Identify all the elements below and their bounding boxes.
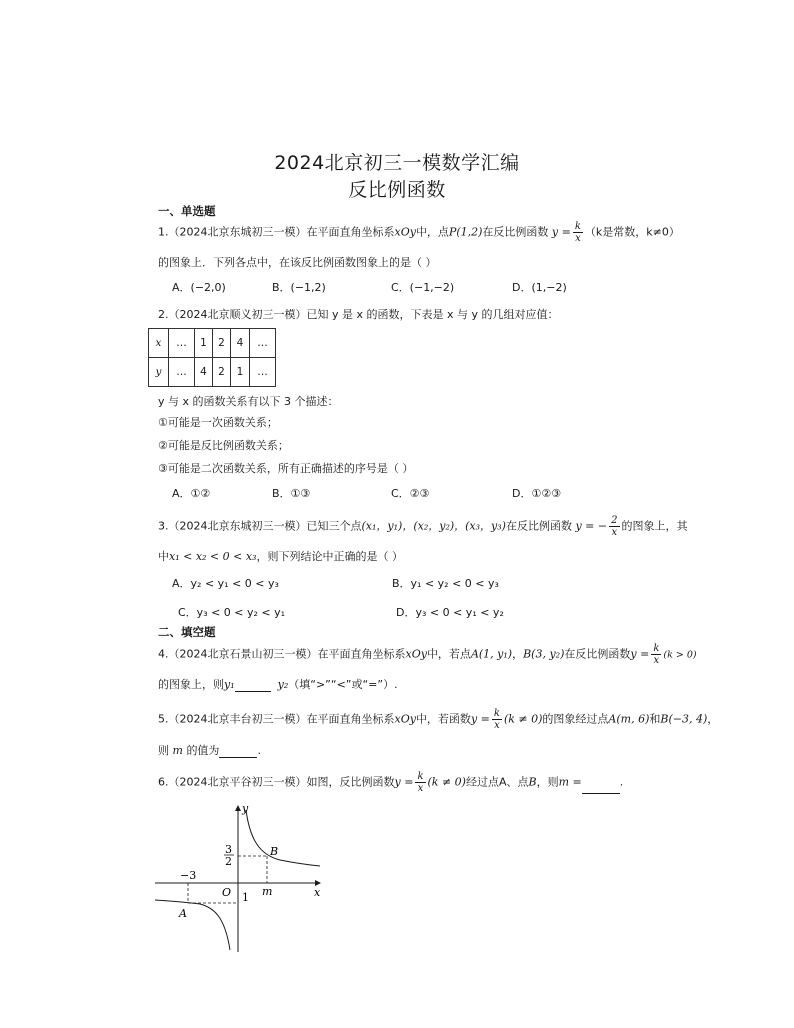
q4-mid2: 在反比例函数 xyxy=(564,647,631,661)
q6-condition: (k ≠ 0) xyxy=(427,775,466,789)
q5-line2-pre: 则 xyxy=(158,744,169,757)
q2-item-2: ②可能是反比例函数关系； xyxy=(158,439,289,452)
q4-prefix: 4.（2024北京石景山初三一模）在平面直角坐标系 xyxy=(158,647,406,661)
q6-frac-num: k xyxy=(417,771,424,782)
q1-option-b: B．(−1,2) xyxy=(272,281,326,294)
table-cell: y xyxy=(149,358,169,387)
q4-condition: (k > 0) xyxy=(663,649,697,661)
q5-frac-den: x xyxy=(494,720,500,731)
q4-frac-num: k xyxy=(653,643,660,654)
q6-m-eq: m = xyxy=(558,775,582,789)
q3-fraction xyxy=(609,515,619,538)
table-cell: … xyxy=(169,329,195,358)
table-cell: … xyxy=(169,358,195,387)
q5-xoy: xOy xyxy=(394,712,416,726)
q1-frac-num: k xyxy=(574,221,581,232)
q2-option-d: D．①②③ xyxy=(512,487,562,500)
document-title: 2024北京初三一模数学汇编 xyxy=(274,152,520,174)
q4-y1: y₁ xyxy=(224,678,235,691)
q1-mid1: 中，点 xyxy=(415,225,449,239)
q1-fraction xyxy=(573,221,583,244)
q5-point-a: A(m, 6) xyxy=(608,712,650,726)
q2-option-c: C．②③ xyxy=(391,487,430,500)
q3-mid: 在反比例函数 xyxy=(505,519,572,533)
question-4-line-1 xyxy=(158,643,697,666)
q3-option-c: C．y₃ < 0 < y₂ < y₁ xyxy=(178,606,286,619)
q5-frac-num: k xyxy=(493,708,500,719)
label-frac-den: 2 xyxy=(225,855,232,868)
q6-period: . xyxy=(619,775,624,789)
q1-mid2: 在反比例函数 xyxy=(482,225,549,239)
q1-point-p: P(1,2) xyxy=(448,225,483,239)
q4-sep: ， xyxy=(512,647,524,661)
table-row xyxy=(149,329,276,358)
table-cell: 4 xyxy=(231,329,250,358)
q6-frac-den: x xyxy=(417,783,424,794)
q2-item-3: ③可能是二次函数关系，所有正确描述的序号是（ ） xyxy=(158,462,414,475)
q5-mid1: 中，若函数 xyxy=(415,712,471,726)
q3-option-d: D．y₃ < 0 < y₁ < y₂ xyxy=(396,606,504,619)
table-cell: 1 xyxy=(231,358,250,387)
q1-eq-y: y = xyxy=(551,225,571,239)
q5-line2-post: 的值为 xyxy=(186,744,220,757)
q5-condition: (k ≠ 0) xyxy=(503,712,543,726)
label-frac-num: 3 xyxy=(225,843,232,856)
q3-option-a: A．y₂ < y₁ < 0 < y₃ xyxy=(172,577,279,590)
section-heading-single-choice: 一、单选题 xyxy=(158,204,216,218)
q6-fraction xyxy=(415,771,425,794)
question-4-line-2 xyxy=(158,676,398,692)
section-heading-fill-in: 二、填空题 xyxy=(158,625,216,639)
q4-line2-post: （填“>”“<”或“=”）. xyxy=(288,678,398,691)
q2-option-b: B．①③ xyxy=(272,487,311,500)
label-y: y xyxy=(242,802,249,815)
label-x: x xyxy=(314,886,321,899)
q5-mid2: 的图象经过点 xyxy=(542,712,609,726)
hyperbola-branch-first-quadrant xyxy=(246,810,320,866)
label-point-a: A xyxy=(179,907,187,920)
q5-period: . xyxy=(257,744,261,757)
question-3-line-2 xyxy=(158,548,403,564)
q3-line2-post: ，则下列结论中正确的是（ ） xyxy=(256,550,403,563)
q3-condition: x₁ < x₂ < 0 < x₃ xyxy=(169,550,257,563)
q4-line2-pre: 的图象上，则 xyxy=(158,678,224,691)
q1-condition: （k是常数，k≠0） xyxy=(584,225,680,239)
q3-option-b: B．y₁ < y₂ < 0 < y₃ xyxy=(392,577,499,590)
q5-point-b: B(−3, 4) xyxy=(660,712,708,726)
q2-item-1: ①可能是一次函数关系； xyxy=(158,416,278,429)
q2-description: y 与 x 的函数关系有以下 3 个描述： xyxy=(158,395,339,408)
label-neg3: −3 xyxy=(180,869,197,882)
q4-xoy: xOy xyxy=(405,647,427,661)
q2-value-table xyxy=(148,328,276,387)
q3-points: (x₁，y₁)，(x₂，y₂)，(x₃，y₃) xyxy=(361,519,506,533)
label-one: 1 xyxy=(242,891,249,904)
q4-mid1: 中，若点 xyxy=(426,647,471,661)
question-5-line-1 xyxy=(158,708,718,731)
q6-prefix: 6.（2024北京平谷初三一模）如图，反比例函数 xyxy=(158,775,395,789)
table-cell: 2 xyxy=(213,329,231,358)
q3-frac-den: x xyxy=(611,527,618,538)
question-3-line-1 xyxy=(158,515,688,538)
hyperbola-branch-third-quadrant xyxy=(155,900,230,950)
q1-prefix: 1.（2024北京东城初三一模）在平面直角坐标系 xyxy=(158,225,395,239)
q1-option-d: D．(1,−2) xyxy=(512,281,567,294)
q4-frac-den: x xyxy=(653,655,660,666)
table-cell: … xyxy=(250,329,276,358)
q6-mid2: ，则 xyxy=(536,775,559,789)
q3-suffix: 的图象上，其 xyxy=(621,519,688,533)
q1-xoy: xOy xyxy=(394,225,416,239)
table-row xyxy=(149,358,276,387)
table-cell: x xyxy=(149,329,169,358)
q5-end: ， xyxy=(707,712,719,726)
q3-frac-num: 2 xyxy=(611,515,618,526)
question-1-line-1 xyxy=(158,221,680,244)
q5-m: m xyxy=(172,744,183,757)
table-cell: 1 xyxy=(195,329,213,358)
label-origin: O xyxy=(222,886,232,899)
question-5-line-2 xyxy=(158,742,261,758)
q4-y2: y₂ xyxy=(277,678,289,691)
q3-prefix: 3.（2024北京东城初三一模）已知三个点 xyxy=(158,519,362,533)
q1-option-c: C．(−1,−2) xyxy=(391,281,455,294)
label-point-b: B xyxy=(270,845,279,858)
table-cell: 2 xyxy=(213,358,231,387)
q6-mid: 经过点A、点 xyxy=(465,775,529,789)
q6-answer-blank[interactable] xyxy=(582,783,620,794)
q6-eq-y: y = xyxy=(394,775,414,789)
q3-line2-pre: 中 xyxy=(158,550,169,563)
q4-answer-blank[interactable] xyxy=(235,681,271,692)
q4-point-a: A(1, y₁) xyxy=(470,647,513,661)
table-cell: 4 xyxy=(195,358,213,387)
q5-answer-blank[interactable] xyxy=(219,747,257,758)
document-subtitle: 反比例函数 xyxy=(348,179,446,201)
q4-fraction xyxy=(651,643,661,666)
q5-fraction xyxy=(492,708,502,731)
q4-point-b: B(3, y₂) xyxy=(523,647,565,661)
q5-eq-y: y = xyxy=(470,712,490,726)
label-m: m xyxy=(262,885,273,898)
q3-eq-y: y = − xyxy=(575,519,608,533)
question-2-line-1: 2.（2024北京顺义初三一模）已知 y 是 x 的函数，下表是 x 与 y 的几组对应值： xyxy=(158,308,559,321)
q6-hyperbola-graph xyxy=(150,800,330,960)
q4-eq-y: y = xyxy=(630,647,650,661)
q6-point-b: B xyxy=(528,775,537,789)
q2-option-a: A．①② xyxy=(172,487,211,500)
table-cell: … xyxy=(250,358,276,387)
question-1-line-2: 的图象上．下列各点中，在该反比例函数图象上的是（ ） xyxy=(158,256,437,269)
q1-frac-den: x xyxy=(575,233,581,244)
q1-option-a: A．(−2,0) xyxy=(172,281,226,294)
q5-prefix: 5.（2024北京丰台初三一模）在平面直角坐标系 xyxy=(158,712,395,726)
q5-and: 和 xyxy=(649,712,661,726)
question-6-line-1 xyxy=(158,771,623,794)
